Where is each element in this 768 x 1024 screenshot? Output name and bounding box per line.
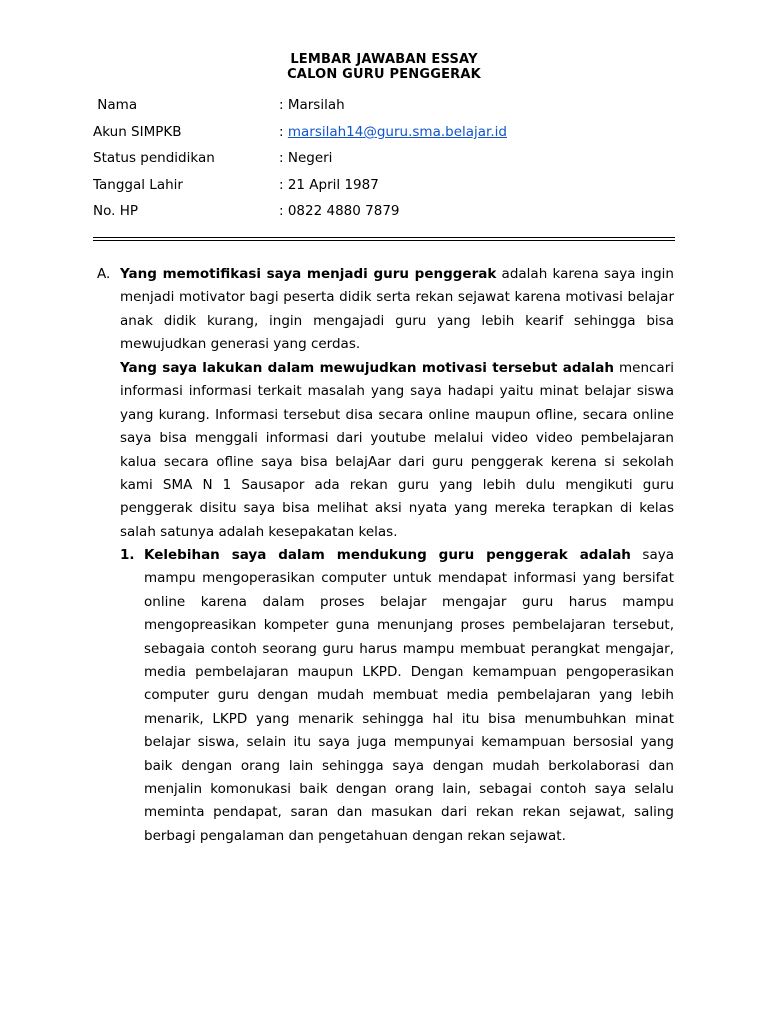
info-label: No. HP bbox=[93, 203, 138, 219]
info-row-status-pendidikan bbox=[93, 150, 693, 170]
document-title-line-2: CALON GURU PENGGERAK bbox=[287, 67, 481, 82]
section-a-text-2: mencari informasi informasi terkait masalah yang saya hadapi yaitu minat belajar siswa yang kurang. Informasi tersebut disa secara online maupun ofline, secara online saya bisa menggali informasi dari youtube melalui video video pembelajaran kalua secara ofline saya bisa belajAar dari guru penggerak kerena si sekolah kami SMA N 1 Sausapor ada rekan guru yang lebih dulu mengikuti guru penggerak disitu saya bisa melihat aksi nyata yang mereka terapkan di kelas salah satunya adalah kesepakatan kelas. bbox=[120, 360, 674, 540]
info-row-nama bbox=[93, 97, 693, 117]
item-1-text: saya mampu mengoperasikan computer untuk mendapat informasi yang bersifat online karena dalam proses belajar mengajar guru harus mampu mengopreasikan kompeter guna menunjang proses pembelajaran tersebut, sebagaia contoh seorang guru harus mampu membuat perangkat mengajar, media pembelajaran maupun LKPD. Dengan kemampuan pengoperasikan computer guru dengan mudah membuat media pembelajaran yang lebih menarik, LKPD yang menarik sehingga hal itu bisa menumbuhkan minat belajar siswa, selain itu saya juga mempunyai kemampuan bersosial yang baik dengan orang lain sehingga saya dengan mudah berkolaborasi dan menjalin komonukasi baik dengan orang lain, sebagai contoh saya selalu meminta pendapat, saran dan masukan dari rekan rekan sejawat, saling berbagi pengalaman dan pengetahuan dengan rekan sejawat. bbox=[144, 547, 674, 844]
info-value: : 0822 4880 7879 bbox=[279, 203, 400, 219]
info-label: Akun SIMPKB bbox=[93, 124, 182, 140]
info-row-akun-simpkb bbox=[93, 124, 693, 144]
email-link[interactable]: marsilah14@guru.sma.belajar.id bbox=[287, 124, 507, 140]
info-label: Nama bbox=[93, 97, 138, 113]
double-rule-bottom bbox=[93, 240, 675, 241]
info-row-no-hp bbox=[93, 203, 693, 223]
info-row-tanggal-lahir bbox=[93, 177, 693, 197]
item-1-paragraph bbox=[144, 544, 674, 848]
section-a-text: adalah karena saya ingin menjadi motivator bagi peserta didik serta rekan sejawat karena motivasi belajar anak didik kurang, ingin mengajadi guru yang lebih kearif sehingga bisa mewujudkan generasi yang cerdas. bbox=[120, 266, 674, 353]
item-1-heading: Kelebihan saya dalam mendukung guru penggerak adalah bbox=[144, 547, 631, 563]
section-a-paragraph-2 bbox=[120, 357, 674, 544]
section-a-paragraph-1 bbox=[120, 263, 674, 357]
info-value bbox=[279, 124, 507, 140]
info-value: : Negeri bbox=[279, 150, 333, 166]
section-a-heading: Yang memotifikasi saya menjadi guru penggerak bbox=[120, 266, 497, 282]
double-rule-top bbox=[93, 237, 675, 238]
info-colon: : bbox=[279, 124, 288, 140]
section-a-marker: A. bbox=[97, 266, 111, 282]
item-1-marker: 1. bbox=[120, 547, 135, 563]
info-label: Status pendidikan bbox=[93, 150, 215, 166]
info-label: Tanggal Lahir bbox=[93, 177, 183, 193]
info-value: : Marsilah bbox=[279, 97, 345, 113]
info-value: : 21 April 1987 bbox=[279, 177, 379, 193]
section-a-subheading: Yang saya lakukan dalam mewujudkan motivasi tersebut adalah bbox=[120, 360, 615, 376]
document-title-line-1: LEMBAR JAWABAN ESSAY bbox=[290, 52, 478, 67]
